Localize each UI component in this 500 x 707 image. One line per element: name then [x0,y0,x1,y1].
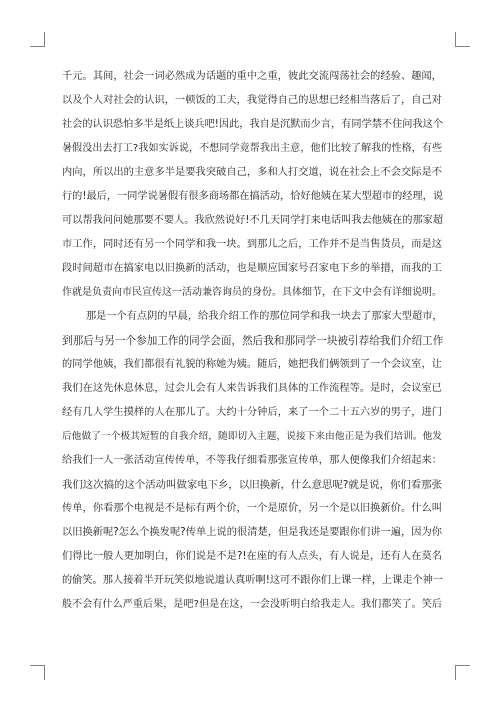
text-line: 般不会有什么严重后果，是吧?但是在这，一会没听明白给我走人。我们都笑了。笑后 [62,599,442,610]
text-line: 以旧换新呢?怎么个换发呢?传单上说的很清楚，但是我还是要跟你们讲一遍，因为你 [62,527,442,538]
text-line: 传单，你看那个电视是不是标有两个价，一个是原价，另一个是以旧换新价。什么叫 [62,503,442,514]
text-line: 后他做了一个极其短暂的自我介绍，随即切入主题，说接下来由他正是为我们培训。他发 [62,431,442,442]
text-line: 市工作，同时还有另一个同学和我一块。到那儿之后，工作并不是当售货员，而是这 [62,239,442,250]
text-line: 可以帮我问问她那要不要人。我欣然说好!不几天同学打来电话叫我去他姨在的那家超 [62,215,444,226]
text-line: 以及个人对社会的认识，一顿饭的工夫，我觉得自己的思想已经相当落后了，自己对 [62,95,442,106]
corner-crop-mark [30,32,45,47]
corner-crop-mark [455,32,470,47]
corner-crop-mark [455,665,470,680]
text-line: 我们这次搞的这个活动叫做家电下乡，以旧换新，什么意思呢?就是说，你们看那张 [62,479,442,491]
text-line: 千元。其间，社会一词必然成为话题的重中之重，彼此交流闯荡社会的经验、趣闻， [62,71,442,82]
text-line: 我们在这先休息休息，过会儿会有人来告诉我们具体的工作流程等。是时，会议室已 [62,383,442,394]
text-line: 的同学他姨，我们都很有礼貌的称她为姨。随后，她把我们俩领到了一个会议室，让 [62,359,442,370]
text-line: 作就是负责向市民宣传这一活动兼咨询员的身份。具体细节，在下文中会有详细说明。 [62,287,442,298]
text-line: 给我们一人一张活动宣传传单，不等我仔细看那张宣传单，那人便像我们介绍起来： [62,455,442,466]
text-line: 暑假没出去打工?我如实诉说，不想同学竟帮我出主意，他们比较了解我的性格，有些 [62,143,442,154]
text-line: 社会的认识恐怕多半是纸上谈兵吧!因此，我自是沉默而少言，有同学禁不住问我这个 [62,119,444,130]
text-line: 行的!最后，一同学说暑假有很多商场都在搞活动，恰好他姨在某大型超市的经理，说 [62,191,444,202]
corner-crop-mark [30,665,45,680]
text-line: 们得比一般人更加明白，你们说是不是?!在座的有人点头，有人说是，还有人在莫名 [62,551,442,562]
text-line: 内向，所以出的主意多半是要我突破自己，多和人打交道，说在社会上不会交际是不 [62,167,442,178]
text-line: 经有几人学生摸样的人在那儿了。大约十分钟后，来了一个二十五六岁的男子，进门 [62,407,442,418]
text-line: 的偷笑。那人接着半开玩笑似地说道认真听啊!这可不跟你们上课一样，上课走个神一 [62,575,444,586]
text-line: 段时间超市在搞家电以旧换新的活动，也是顺应国家号召家电下乡的举措，而我的工 [62,263,442,274]
text-line: 到那后与另一个参加工作的同学会面，然后我和那同学一块被引荐给我们介绍工作 [62,335,444,347]
paragraph-first-line: 那是一个有点阴的早晨，给我介绍工作的那位同学和我一块去了那家大型超市， [86,311,443,322]
